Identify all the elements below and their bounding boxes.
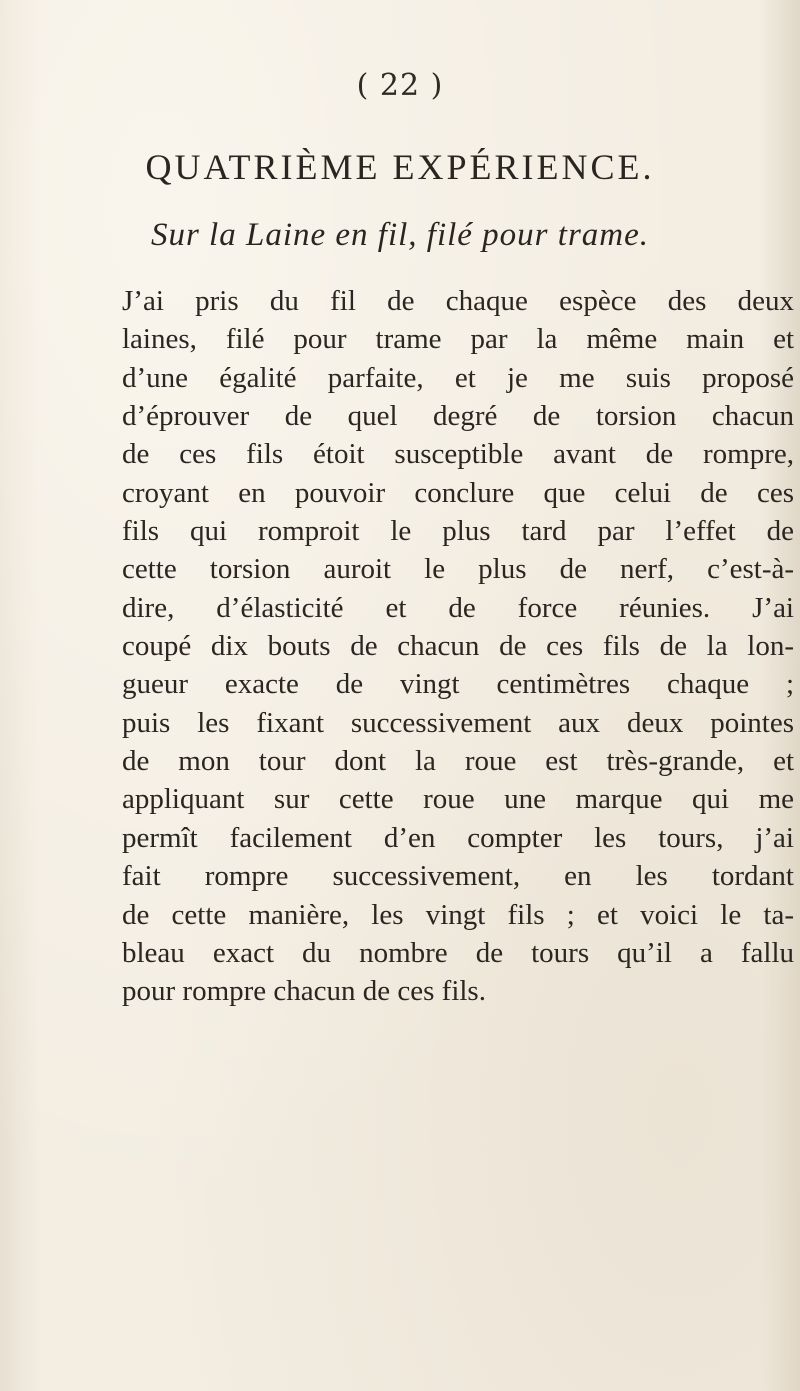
text-line: dire, d’élasticité et de force réunies. J’ai: [122, 591, 794, 624]
text-line: pour rompre chacun de ces fils.: [122, 975, 486, 1008]
section-subheading: Sur la Laine en fil, filé pour trame.: [150, 217, 650, 253]
body-paragraph: [122, 282, 794, 1011]
text-line: d’une égalité parfaite, et je me suis proposé: [122, 361, 794, 394]
text-line: appliquant sur cette roue une marque qui me: [122, 783, 794, 816]
text-line: d’éprouver de quel degré de torsion chacun: [122, 400, 794, 433]
text-line: croyant en pouvoir conclure que celui de ces: [122, 476, 794, 509]
text-line: J’ai pris du fil de chaque espèce des deux: [122, 285, 794, 317]
text-line: bleau exact du nombre de tours qu’il a fallu: [122, 936, 794, 969]
text-line: de mon tour dont la roue est très-grande, et: [122, 745, 794, 778]
text-line: permît facilement d’en compter les tours, j’ai: [122, 821, 794, 854]
section-heading: QUATRIÈME EXPÉRIENCE.: [145, 147, 655, 187]
text-line: fait rompre successivement, en les tordant: [122, 860, 794, 893]
page-number: ( 22 ): [356, 68, 444, 103]
text-line: laines, filé pour trame par la même main et: [122, 323, 794, 356]
text-line: cette torsion auroit le plus de nerf, c’est-à-: [122, 553, 794, 586]
text-line: de ces fils étoit susceptible avant de rompre,: [122, 438, 794, 471]
text-line: de cette manière, les vingt fils ; et voici le ta-: [122, 898, 794, 931]
text-line: puis les fixant successivement aux deux pointes: [122, 706, 794, 739]
text-line: fils qui romproit le plus tard par l’effet de: [122, 515, 794, 548]
text-line: gueur exacte de vingt centimètres chaque ;: [122, 668, 794, 701]
text-line: coupé dix bouts de chacun de ces fils de la lon-: [122, 630, 794, 663]
